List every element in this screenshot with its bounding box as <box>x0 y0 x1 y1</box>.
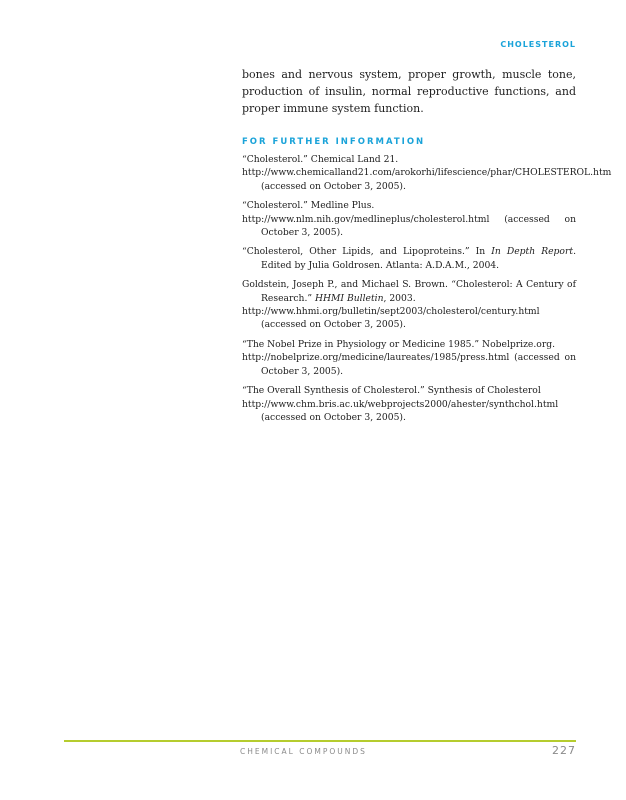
reference-item <box>242 153 612 193</box>
section-heading: FOR FURTHER INFORMATION <box>242 137 426 147</box>
reference-title: “Cholesterol, Other Lipids, and Lipoproteins.” In <box>242 246 492 258</box>
reference-url[interactable]: http://www.chm.bris.ac.uk/webprojects2000/ahester/synthchol.html (accessed on October 3, 2005). <box>242 398 559 423</box>
reference-details: , 2003. <box>383 292 416 304</box>
running-head: CHOLESTEROL <box>500 40 576 49</box>
reference-url[interactable]: http://www.nlm.nih.gov/medlineplus/cholesterol.html (accessed on October 3, 2005). <box>242 213 576 239</box>
reference-url[interactable]: http://nobelprize.org/medicine/laureates/1985/press.html (accessed on October 3, 2005). <box>242 352 576 377</box>
footer-title: CHEMICAL COMPOUNDS <box>240 747 367 756</box>
reference-url[interactable]: http://www.hhmi.org/bulletin/sept2003/cholesterol/century.html (accessed on October 3, 2005). <box>242 306 540 331</box>
reference-item <box>242 199 576 239</box>
reference-title: “The Overall Synthesis of Cholesterol.” Synthesis of Cholesterol <box>242 385 541 397</box>
main-content <box>242 66 612 430</box>
reference-italic-title: In Depth Report <box>491 246 574 258</box>
reference-title: “Cholesterol.” Medline Plus. <box>242 200 375 212</box>
reference-item <box>242 338 576 378</box>
reference-title: “Cholesterol.” Chemical Land 21. <box>242 154 399 165</box>
reference-item <box>242 278 576 332</box>
reference-title: “The Nobel Prize in Physiology or Medicine 1985.” Nobelprize.org. <box>242 338 556 350</box>
page-number: 227 <box>552 744 576 757</box>
reference-details: . Edited by Julia Goldrosen. Atlanta: A.D.A.M., 2004. <box>261 246 576 271</box>
reference-item <box>242 245 576 272</box>
reference-url[interactable]: http://www.chemicalland21.com/arokorhi/lifescience/phar/CHOLESTEROL.htm (accessed on October 3, 2005). <box>242 167 612 192</box>
reference-title: Goldstein, Joseph P., and Michael S. Brown. “Cholesterol: A Century of Research.” <box>242 279 576 304</box>
intro-paragraph: bones and nervous system, proper growth, muscle tone, production of insulin, normal reproductive functions, and proper immune system function. <box>242 68 576 115</box>
reference-italic-title: HHMI Bulletin <box>314 292 384 304</box>
reference-item <box>242 384 576 424</box>
footer-rule <box>64 740 576 742</box>
